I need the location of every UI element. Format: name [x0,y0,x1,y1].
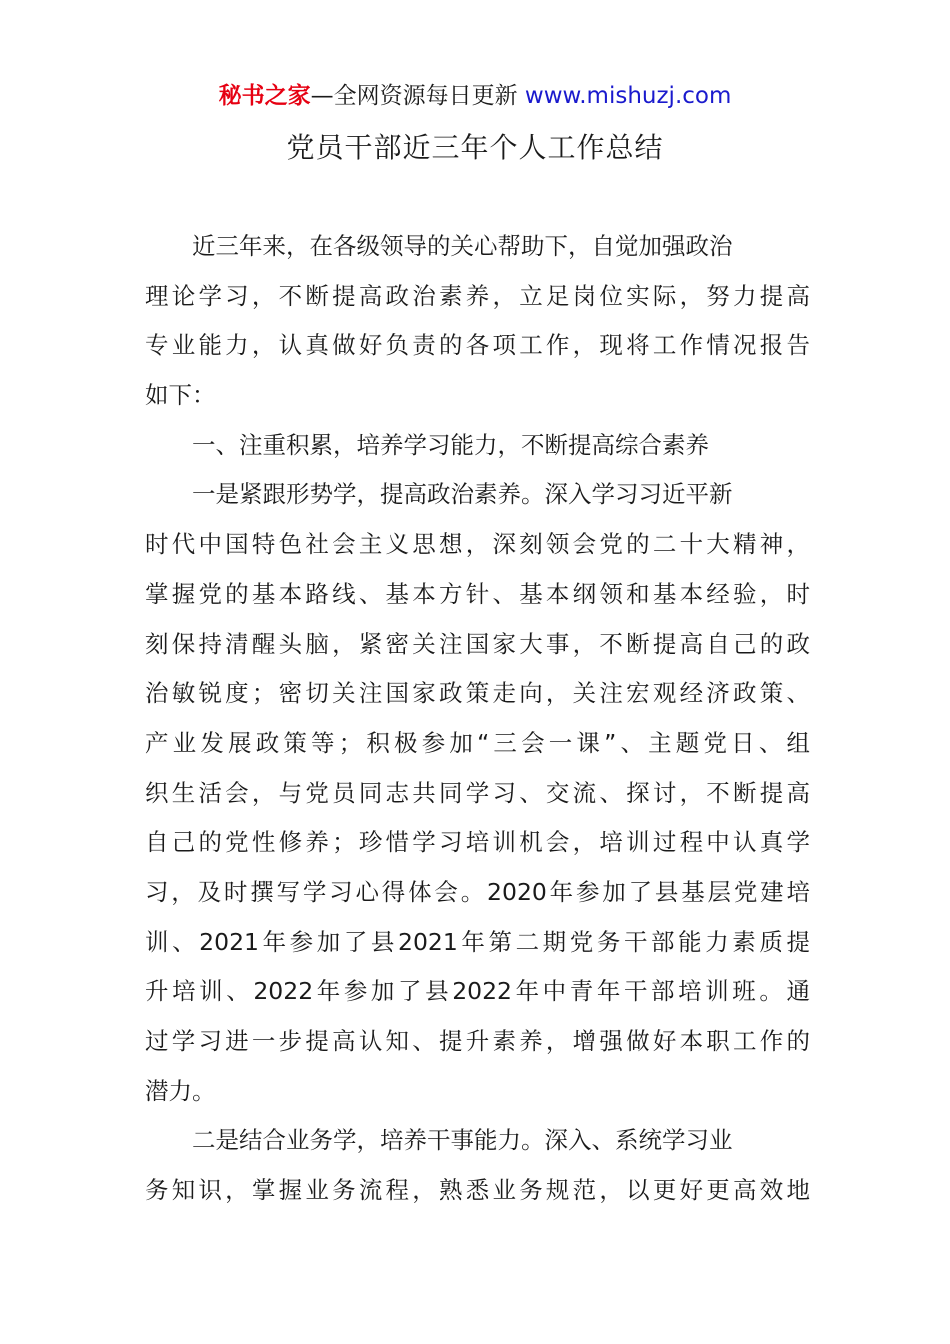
paragraph-line: 如下： [145,381,216,410]
paragraph-line: 时代中国特色社会主义思想，深刻领会党的二十大精神， [145,530,810,559]
paragraph-line: 刻保持清醒头脑，紧密关注国家大事，不断提高自己的政 [145,629,810,658]
site-url-link[interactable]: www.mishuzj.com [524,83,732,109]
site-slogan: —全网资源每日更新 [310,83,518,109]
paragraph-line: 治敏锐度；密切关注国家政策走向，关注宏观经济政策、 [145,679,810,708]
paragraph-line: 自己的党性修养；珍惜学习培训机会，培训过程中认真学 [145,828,810,857]
paragraph-line: 习，及时撰写学习心得体会。2020年参加了县基层党建培 [145,877,810,906]
paragraph-line: 一是紧跟形势学，提高政治素养。深入学习习近平新 [192,480,733,509]
section-heading: 一、注重积累，培养学习能力，不断提高综合素养 [192,430,709,459]
paragraph-line: 近三年来，在各级领导的关心帮助下，自觉加强政治 [192,232,733,260]
document-body [145,222,810,1216]
paragraph-line: 二是结合业务学，培养干事能力。深入、系统学习业 [192,1126,733,1155]
paragraph-line: 训、2021年参加了县2021年第二期党务干部能力素质提 [145,927,810,956]
paragraph-line: 升培训、2022年参加了县2022年中青年干部培训班。通 [145,977,810,1006]
paragraph-line: 务知识，掌握业务流程，熟悉业务规范，以更好更高效地 [145,1176,810,1205]
paragraph-line: 织生活会，与党员同志共同学习、交流、探讨，不断提高 [145,778,810,807]
paragraph-line: 理论学习，不断提高政治素养，立足岗位实际，努力提高 [145,281,810,310]
site-name: 秘书之家 [218,83,311,109]
document-title: 党员干部近三年个人工作总结 [286,131,664,164]
paragraph-line: 掌握党的基本路线、基本方针、基本纲领和基本经验，时 [145,579,810,608]
paragraph-line: 产业发展政策等；积极参加“三会一课”、主题党日、组 [145,728,810,757]
paragraph-line: 潜力。 [145,1076,216,1105]
site-header [0,80,950,112]
paragraph-line: 过学习进一步提高认知、提升素养，增强做好本职工作的 [145,1027,810,1055]
paragraph-line: 专业能力，认真做好负责的各项工作，现将工作情况报告 [145,331,810,360]
